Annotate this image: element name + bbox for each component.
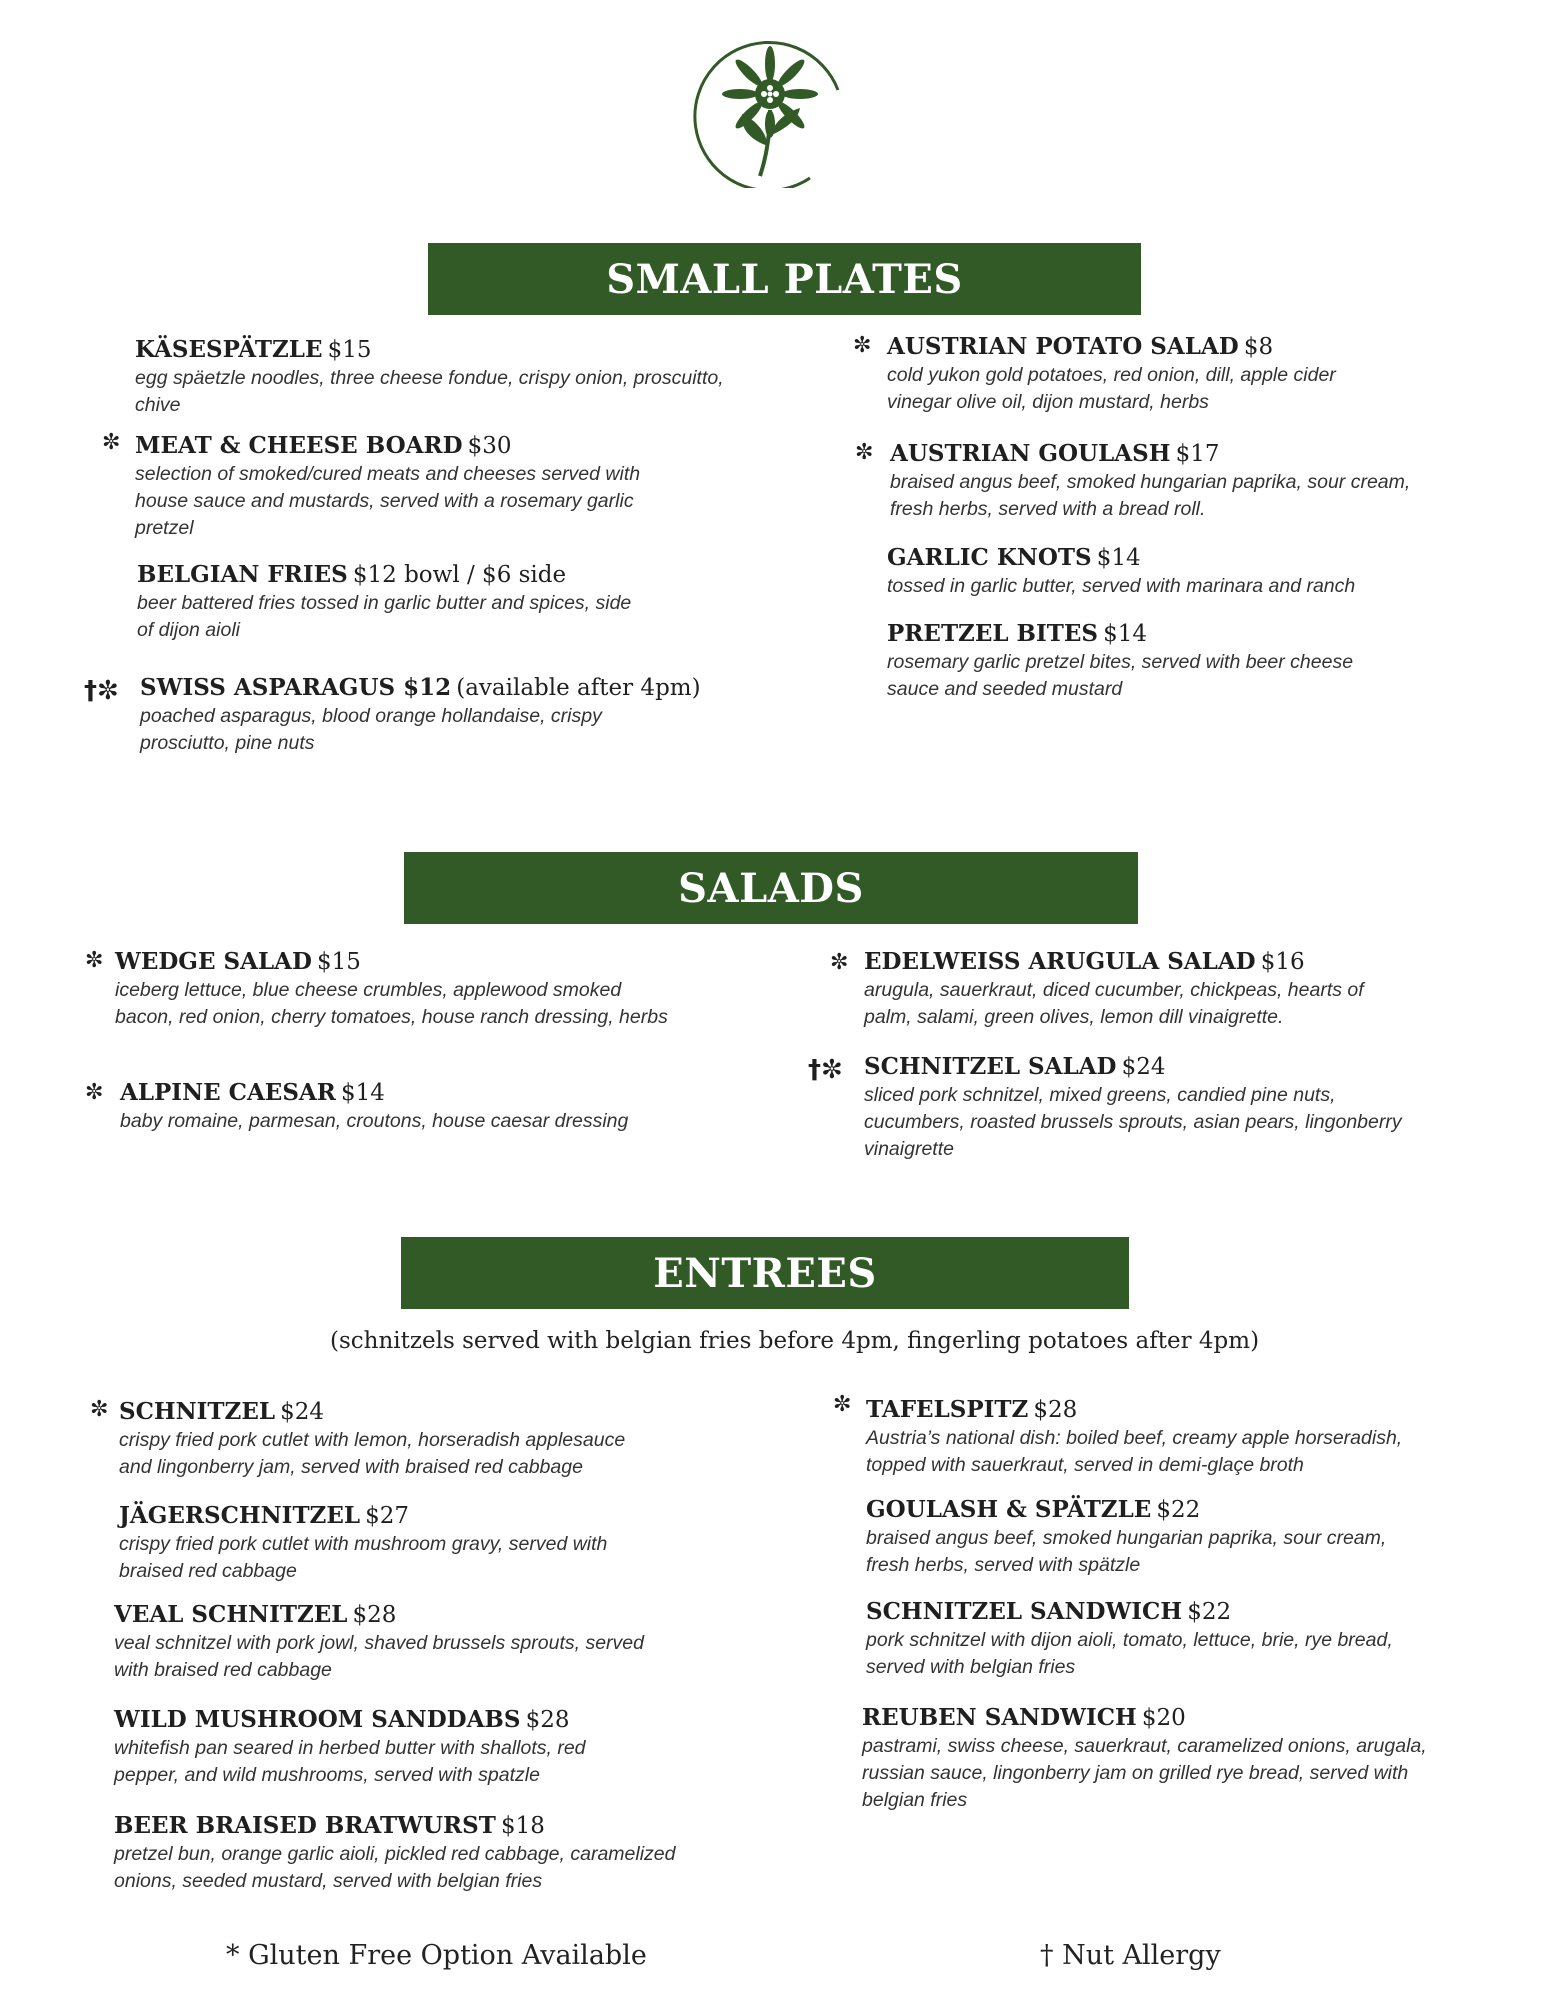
item-name: BELGIAN FRIES: [137, 561, 348, 588]
nut-allergy-legend: † Nut Allergy: [1040, 1940, 1221, 1971]
menu-item-tafelspitz: [866, 1396, 1416, 1479]
item-name: MEAT & CHEESE BOARD: [135, 432, 463, 459]
item-name: WEDGE SALAD: [115, 948, 312, 975]
item-price: $14: [1096, 545, 1141, 571]
section-banner-entrees: ENTREES: [401, 1237, 1129, 1309]
item-description: beer battered fries tossed in garlic butter and spices, side of dijon aioli: [137, 592, 632, 641]
item-description: egg späetzle noodles, three cheese fondue, crispy onion, proscuitto, chive: [135, 367, 724, 416]
item-price: $8: [1243, 334, 1274, 360]
item-description: veal schnitzel with pork jowl, shaved brussels sprouts, served with braised red cabbage: [114, 1632, 644, 1681]
nut-allergy-gluten-free-mark: †✼: [84, 676, 119, 706]
menu-item-jagerschnitzel: [119, 1502, 639, 1585]
item-name: SWISS ASPARAGUS $12: [140, 674, 452, 701]
item-name: EDELWEISS ARUGULA SALAD: [864, 948, 1256, 975]
menu-item-kasespatzle: [135, 336, 735, 419]
item-price: $20: [1141, 1705, 1186, 1731]
gluten-free-mark: ✼: [85, 1080, 104, 1105]
item-description: selection of smoked/cured meats and cheeses served with house sauce and mustards, served with a rosemary garlic pretzel: [135, 463, 641, 539]
item-name: SCHNITZEL: [119, 1398, 276, 1425]
item-price: $22: [1187, 1599, 1232, 1625]
item-name: SCHNITZEL SALAD: [864, 1053, 1117, 1080]
item-price: $28: [1033, 1397, 1078, 1423]
item-description: braised angus beef, smoked hungarian paprika, sour cream, fresh herbs, served with a bread roll.: [890, 471, 1411, 520]
entrees-side-note: (schnitzels served with belgian fries before 4pm, fingerling potatoes after 4pm): [330, 1328, 1260, 1354]
item-price: $24: [280, 1399, 325, 1425]
item-price: $28: [525, 1707, 570, 1733]
section-banner-small-plates: SMALL PLATES: [428, 243, 1141, 315]
item-name: KÄSESPÄTZLE: [135, 336, 323, 363]
item-name: AUSTRIAN POTATO SALAD: [887, 333, 1239, 360]
section-banner-salads: SALADS: [404, 852, 1138, 924]
item-price: $24: [1121, 1054, 1166, 1080]
gluten-free-mark: ✼: [90, 1397, 109, 1422]
item-name: JÄGERSCHNITZEL: [119, 1502, 361, 1529]
menu-item-veal-schnitzel: [114, 1601, 654, 1684]
menu-item-swiss-asparagus: [140, 674, 720, 757]
item-name: PRETZEL BITES: [887, 620, 1099, 647]
edelweiss-flower-icon: [690, 28, 850, 188]
item-name: AUSTRIAN GOULASH: [890, 440, 1171, 467]
item-price: $18: [500, 1813, 545, 1839]
menu-item-edelweiss-arugula-salad: [864, 948, 1414, 1031]
item-name: REUBEN SANDWICH: [862, 1704, 1137, 1731]
gluten-free-mark: ✼: [102, 430, 121, 455]
item-description: Austria’s national dish: boiled beef, creamy apple horseradish, topped with sauerkraut, served in demi-glaçe broth: [866, 1427, 1403, 1476]
gluten-free-mark: ✼: [853, 333, 872, 358]
item-description: crispy fried pork cutlet with mushroom gravy, served with braised red cabbage: [119, 1533, 608, 1582]
gluten-free-mark: ✼: [830, 950, 849, 975]
item-price: $14: [340, 1080, 385, 1106]
item-description: cold yukon gold potatoes, red onion, dill, apple cider vinegar olive oil, dijon mustard, herbs: [887, 364, 1336, 413]
menu-item-austrian-potato-salad: [887, 333, 1387, 416]
menu-item-alpine-caesar: [120, 1079, 680, 1135]
menu-item-wedge-salad: [115, 948, 670, 1031]
item-price: $15: [317, 949, 361, 975]
item-name: GARLIC KNOTS: [887, 544, 1092, 571]
item-name: BEER BRAISED BRATWURST: [114, 1812, 496, 1839]
menu-item-wild-mushroom-sanddabs: [114, 1706, 654, 1789]
menu-item-garlic-knots: [887, 544, 1407, 600]
gluten-free-legend: * Gluten Free Option Available: [226, 1940, 647, 1971]
menu-item-goulash-spatzle: [866, 1496, 1426, 1579]
item-price: (available after 4pm): [456, 675, 701, 701]
item-name: ALPINE CAESAR: [120, 1079, 336, 1106]
item-name: WILD MUSHROOM SANDDABS: [114, 1706, 521, 1733]
item-name: TAFELSPITZ: [866, 1396, 1029, 1423]
menu-item-schnitzel: [119, 1398, 639, 1481]
item-price: $27: [365, 1503, 410, 1529]
item-description: pork schnitzel with dijon aioli, tomato, lettuce, brie, rye bread, served with belgian fries: [866, 1629, 1393, 1678]
item-description: poached asparagus, blood orange hollandaise, crispy prosciutto, pine nuts: [140, 705, 602, 754]
menu-item-pretzel-bites: [887, 620, 1367, 703]
item-description: iceberg lettuce, blue cheese crumbles, applewood smoked bacon, red onion, cherry tomatoes, house ranch dressing, herbs: [115, 979, 668, 1028]
menu-item-belgian-fries: [137, 561, 657, 644]
item-description: rosemary garlic pretzel bites, served with beer cheese sauce and seeded mustard: [887, 651, 1354, 700]
item-price: $17: [1175, 441, 1220, 467]
menu-item-austrian-goulash: [890, 440, 1430, 523]
gluten-free-mark: ✼: [85, 948, 104, 973]
item-price: $14: [1103, 621, 1148, 647]
item-description: pastrami, swiss cheese, sauerkraut, caramelized onions, arugala, russian sauce, lingonberry jam on grilled rye bread, served with belgian fries: [862, 1735, 1427, 1811]
nut-allergy-gluten-free-mark: †✼: [808, 1055, 843, 1085]
item-name: VEAL SCHNITZEL: [114, 1601, 348, 1628]
item-price: $22: [1156, 1497, 1201, 1523]
menu-item-reuben-sandwich: [862, 1704, 1442, 1814]
menu-item-schnitzel-salad: [864, 1053, 1424, 1163]
item-description: tossed in garlic butter, served with marinara and ranch: [887, 575, 1356, 597]
item-name: GOULASH & SPÄTZLE: [866, 1496, 1152, 1523]
item-name: SCHNITZEL SANDWICH: [866, 1598, 1183, 1625]
item-description: braised angus beef, smoked hungarian paprika, sour cream, fresh herbs, served with spätzle: [866, 1527, 1387, 1576]
item-price: $15: [327, 337, 372, 363]
edelweiss-logo: [690, 28, 850, 188]
item-description: baby romaine, parmesan, croutons, house caesar dressing: [120, 1110, 629, 1132]
item-price: $12 bowl / $6 side: [352, 562, 567, 588]
gluten-free-mark: ✼: [855, 440, 874, 465]
item-description: pretzel bun, orange garlic aioli, pickled red cabbage, caramelized onions, seeded mustard, served with belgian fries: [114, 1843, 676, 1892]
item-price: $16: [1260, 949, 1305, 975]
gluten-free-mark: ✼: [833, 1392, 852, 1417]
menu-item-beer-braised-bratwurst: [114, 1812, 694, 1895]
item-description: sliced pork schnitzel, mixed greens, candied pine nuts, cucumbers, roasted brussels sprouts, asian pears, lingonberry vinaigrette: [864, 1084, 1402, 1160]
menu-item-meat-cheese-board: [135, 432, 675, 542]
item-description: arugula, sauerkraut, diced cucumber, chickpeas, hearts of palm, salami, green olives, lemon dill vinaigrette.: [864, 979, 1364, 1028]
menu-item-schnitzel-sandwich: [866, 1598, 1416, 1681]
item-description: crispy fried pork cutlet with lemon, horseradish applesauce and lingonberry jam, served with braised red cabbage: [119, 1429, 626, 1478]
item-price: $30: [467, 433, 512, 459]
item-price: $28: [352, 1602, 397, 1628]
item-description: whitefish pan seared in herbed butter with shallots, red pepper, and wild mushrooms, served with spatzle: [114, 1737, 586, 1786]
